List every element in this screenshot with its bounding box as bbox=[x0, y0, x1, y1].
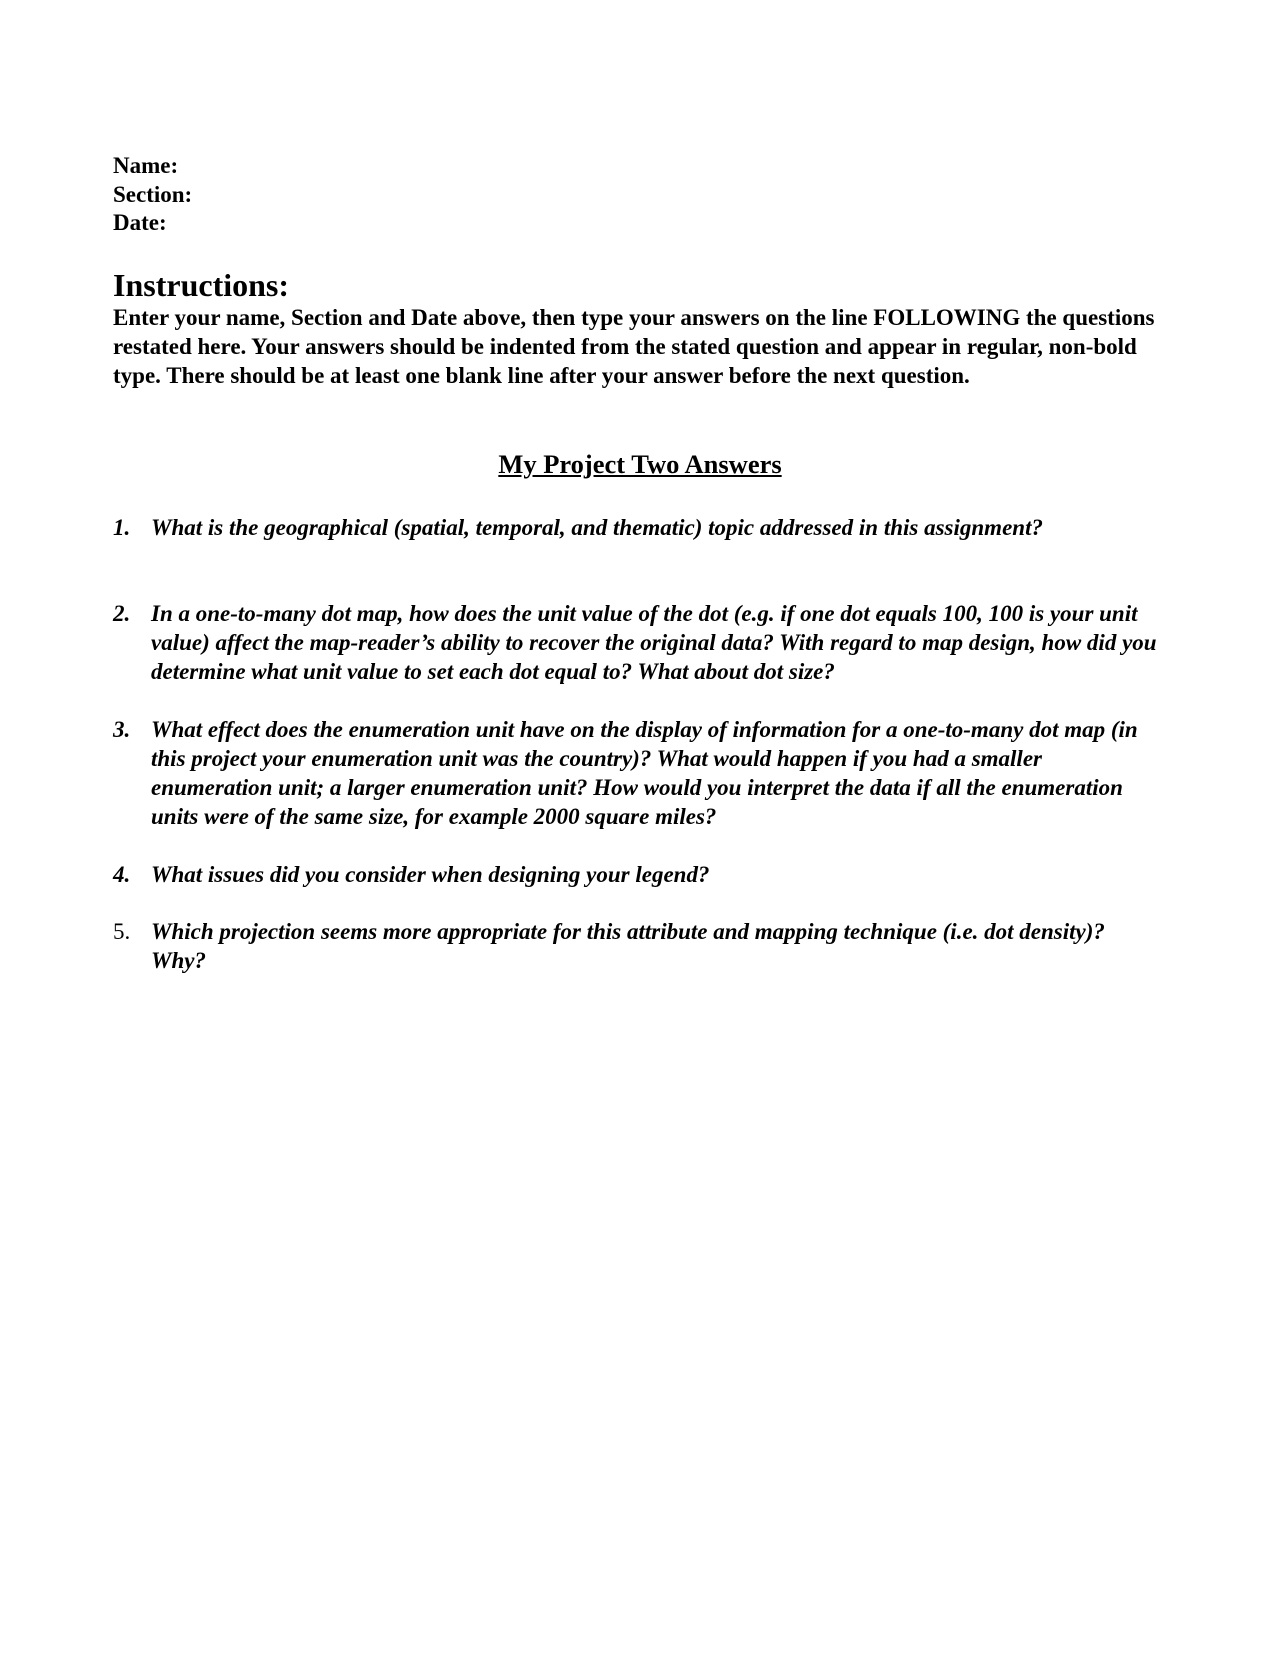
question-item-1 bbox=[113, 513, 1165, 542]
question-text: What is the geographical (spatial, temporal, and thematic) topic addressed in this assignment? bbox=[151, 515, 1043, 540]
question-text: In a one-to-many dot map, how does the unit value of the dot (e.g. if one dot equals 100, 100 is your unit value) affect the map-reader’s ability to recover the original data? With regard to map design, how did you determine what unit value to set each dot equal to? What about dot size? bbox=[151, 601, 1157, 684]
question-item-2 bbox=[113, 599, 1165, 686]
question-text: What issues did you consider when designing your legend? bbox=[151, 862, 710, 887]
question-text: What effect does the enumeration unit have on the display of information for a one-to-many dot map (in this project your enumeration unit was the country)? What would happen if you had a smaller enumeration unit; a larger enumeration unit? How would you interpret the data if all the enumeration units were of the same size, for example 2000 square miles? bbox=[151, 717, 1138, 829]
date-label: Date: bbox=[113, 210, 167, 235]
answers-title: My Project Two Answers bbox=[498, 449, 782, 479]
question-number: 2. bbox=[113, 601, 131, 626]
question-number: 5. bbox=[113, 919, 131, 944]
question-text: Which projection seems more appropriate for this attribute and mapping technique (i.e. dot density)? Why? bbox=[151, 919, 1105, 973]
name-label: Name: bbox=[113, 153, 179, 178]
instructions-body: Enter your name, Section and Date above, then type your answers on the line FOLLOWING the questions restated here. Your answers should be indented from the stated question and appear in regular, non-bold type. There should be at least one blank line after your answer before the next question. bbox=[113, 305, 1155, 388]
question-number: 3. bbox=[113, 717, 131, 742]
section-label: Section: bbox=[113, 181, 193, 207]
question-item-4 bbox=[113, 860, 1165, 889]
question-number: 4. bbox=[113, 862, 131, 887]
question-item-3 bbox=[113, 715, 1165, 831]
instructions-heading: Instructions: bbox=[113, 267, 290, 303]
question-item-5 bbox=[113, 917, 1165, 975]
question-number: 1. bbox=[113, 515, 131, 540]
